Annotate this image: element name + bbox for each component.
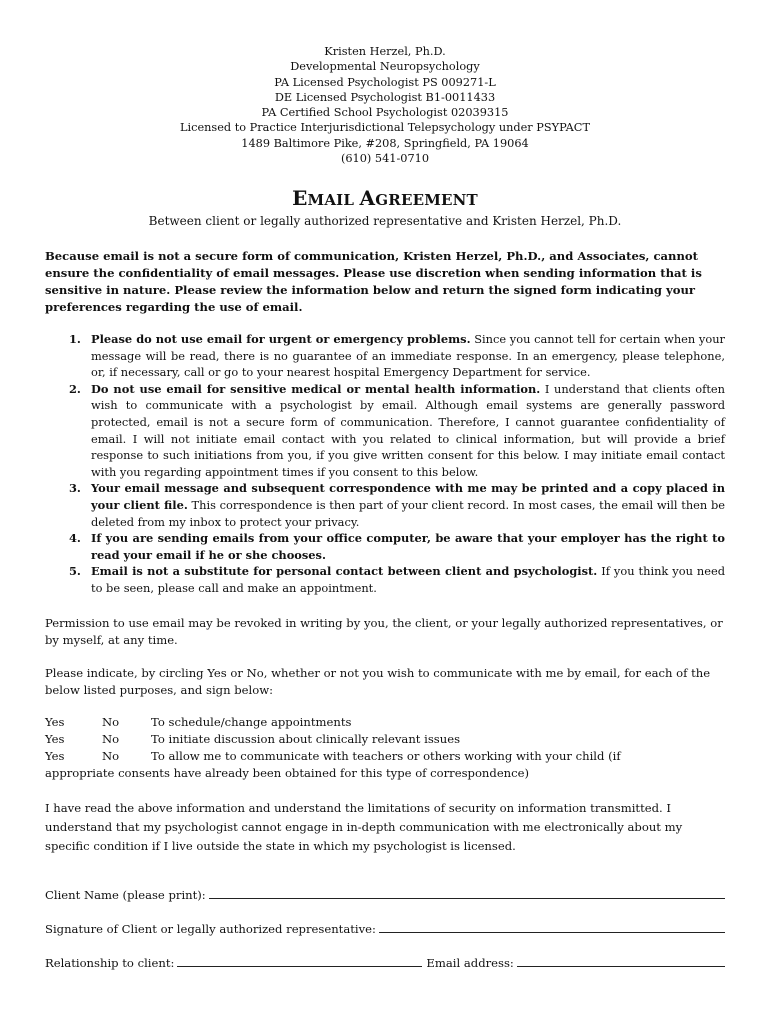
purpose-row — [45, 714, 725, 731]
purpose-continuation: appropriate consents have already been obtained for this type of correspondence) — [45, 766, 530, 780]
rule-item — [45, 480, 725, 530]
rule-body: Since you cannot tell for certain when your message will be read, there is no guarantee of an immediate response. In an emergency, please telephone, or, if necessary, call or go to your nearest hospital Emergency Department for service. — [91, 332, 725, 380]
no-option[interactable]: No — [102, 715, 120, 729]
rule-number: 3. — [69, 481, 81, 496]
intro-paragraph: Because email is not a secure form of communication, Kristen Herzel, Ph.D., and Associates, cannot ensure the confidentiality of email messages. Please use discretion when sending information that is sensitive in nature. Please review the information below and return the signed form indicating your preferences regarding the use of email. — [45, 249, 702, 314]
yes-option[interactable]: Yes — [45, 749, 65, 763]
rules-list — [45, 331, 725, 597]
document-title — [0, 186, 770, 210]
purpose-row — [45, 748, 725, 765]
rule-number: 5. — [69, 564, 81, 579]
letterhead-address: 1489 Baltimore Pike, #208, Springfield, PA 19064 — [241, 136, 529, 150]
letterhead-phone: (610) 541-0710 — [340, 152, 430, 166]
rule-number: 1. — [69, 332, 81, 346]
yes-option[interactable]: Yes — [45, 732, 65, 746]
letterhead-name: Kristen Herzel, Ph.D. — [324, 45, 446, 58]
email-label: Email address: — [426, 956, 514, 970]
signature-label: Signature of Client or legally authorized representative: — [45, 922, 376, 936]
yes-option[interactable]: Yes — [45, 715, 65, 729]
rule-body: This correspondence is then part of your client record. In most cases, the email will then be deleted from my inbox to protect your privacy. — [91, 497, 725, 529]
title-rest-agreement: GREEMENT — [375, 191, 478, 209]
relationship-label: Relationship to client: — [45, 956, 175, 970]
rule-item — [45, 563, 725, 596]
purpose-text: To initiate discussion about clinically relevant issues — [151, 732, 461, 746]
rule-lead: If you are sending emails from your office computer, be aware that your employer has the right to read your email if he or she chooses. — [91, 531, 725, 562]
relationship-field[interactable] — [177, 965, 422, 967]
rule-lead: Your email message and subsequent correspondence with me may be printed and a copy placed in your client file. — [91, 481, 725, 512]
client-name-row — [45, 884, 725, 902]
letterhead-de-license: DE Licensed Psychologist B1-0011433 — [274, 90, 496, 104]
rule-item — [45, 331, 725, 381]
indicate-paragraph: Please indicate, by circling Yes or No, whether or not you wish to communicate with me by email, for each of the below listed purposes, and sign below: — [45, 666, 711, 697]
title-rest-email: MAIL — [307, 191, 360, 209]
signature-row — [45, 918, 725, 936]
rule-lead: Email is not a substitute for personal contact between client and psychologist. — [91, 564, 598, 579]
purposes-list — [45, 714, 725, 782]
no-option[interactable]: No — [102, 749, 120, 763]
client-name-field[interactable] — [209, 897, 725, 899]
purpose-text: To allow me to communicate with teachers or others working with your child (if — [151, 749, 621, 763]
purpose-row — [45, 731, 725, 748]
rule-lead: Please do not use email for urgent or emergency problems. — [91, 332, 471, 346]
title-cap-a: A — [359, 186, 376, 210]
title-cap-e: E — [292, 186, 308, 210]
rule-item — [45, 530, 725, 563]
rule-body: I understand that clients often wish to communicate with a psychologist by email. Although email systems are generally password protected, email is not a secure form of communication. Therefore, I cannot guarantee confidentiality of email. I will not initiate email contact with you related to clinical information, but will provide a brief response to such initiations from you, if you give written consent for this below. I may initiate email contact with you regarding appointment times if you consent to this below. — [91, 381, 725, 479]
letterhead-pa-license: PA Licensed Psychologist PS 009271-L — [274, 75, 496, 89]
letterhead-psypact: Licensed to Practice Interjurisdictional Telepsychology under PSYPACT — [180, 121, 590, 135]
rule-lead: Do not use email for sensitive medical or mental health information. — [91, 381, 541, 396]
signature-field[interactable] — [379, 931, 725, 933]
rule-number: 4. — [69, 531, 81, 546]
client-name-label: Client Name (please print): — [45, 888, 206, 902]
letterhead-specialty: Developmental Neuropsychology — [290, 60, 480, 74]
no-option[interactable]: No — [102, 732, 120, 746]
rule-item — [45, 381, 725, 481]
relationship-row — [45, 952, 725, 970]
purpose-text: To schedule/change appointments — [151, 715, 352, 729]
letterhead-school-cert: PA Certified School Psychologist 02039315 — [261, 106, 509, 120]
letterhead — [0, 44, 770, 166]
revocation-paragraph: Permission to use email may be revoked in writing by you, the client, or your legally authorized representatives, or by myself, at any time. — [45, 616, 723, 647]
rule-body: If you think you need to be seen, please call and make an appointment. — [91, 564, 725, 595]
document-subtitle: Between client or legally authorized representative and Kristen Herzel, Ph.D. — [148, 214, 622, 228]
email-field[interactable] — [517, 965, 725, 967]
acknowledgement-paragraph: I have read the above information and understand the limitations of security on information transmitted. I understand that my psychologist cannot engage in in-depth communication with me electronically about my specific condition if I live outside the state in which my psychologist is licensed. — [45, 801, 683, 853]
rule-number: 2. — [69, 381, 81, 396]
